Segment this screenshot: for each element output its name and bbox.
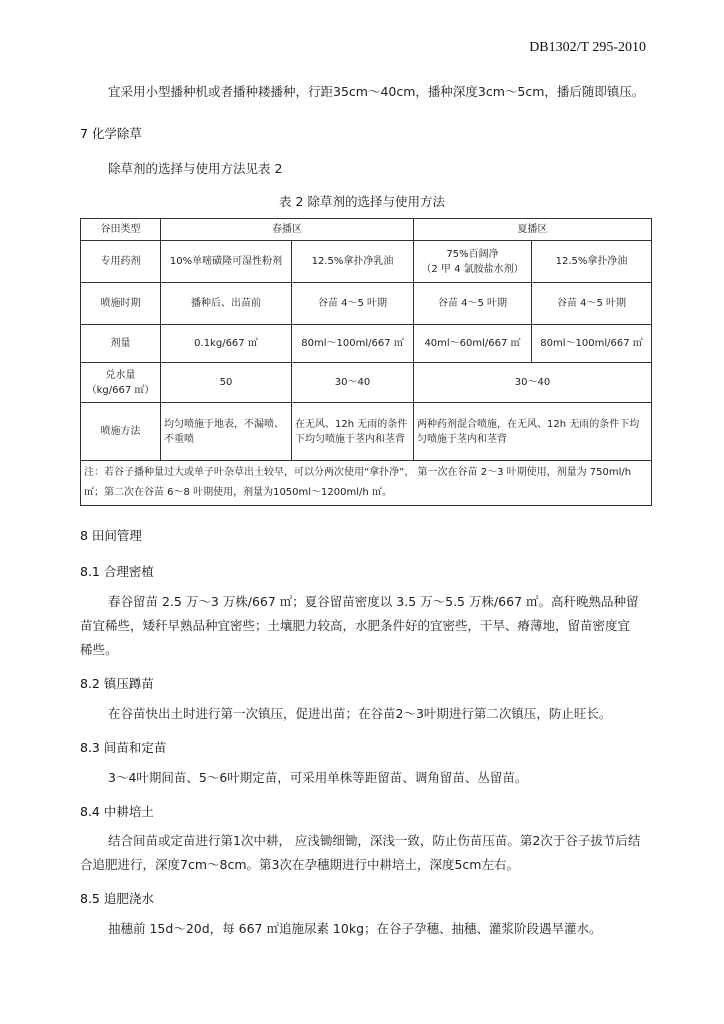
table-row [81,283,652,325]
section-8-2-heading: 8.2 镇压蹲苗 [80,676,154,691]
section-8-5-heading: 8.5 追肥浇水 [80,891,154,906]
table-cell: 夏播区 [414,219,652,241]
table-cell: 0.1kg/667 ㎡ [161,325,292,363]
section-8-3-heading: 8.3 间苗和定苗 [80,740,167,755]
table-row [81,461,652,506]
table-cell: 40ml～60ml/667 ㎡ [414,325,532,363]
table-cell: 两种药剂混合喷施，在无风、12h 无雨的条件下均匀喷施于茎内和茎背 [414,403,652,461]
table-cell [414,241,532,283]
table-cell: 谷田类型 [81,219,161,241]
table-caption: 表 2 除草剂的选择与使用方法 [279,194,445,209]
agent-name: 75%百阔净 [446,248,499,260]
table-cell: 10%单嘧磺隆可湿性粉剂 [161,241,292,283]
section-8-1-heading: 8.1 合理密植 [80,564,154,579]
section-8-5-body: 抽穗前 15d～20d，每 667 ㎡追施尿素 10kg；在谷子孕穗、抽穗、灌浆阶段遇旱灌水。 [108,921,602,936]
herbicide-table [80,218,652,506]
document-id: DB1302/T 295-2010 [529,40,646,55]
table-cell: 喷施时期 [81,283,161,325]
table-row [81,219,652,241]
table-cell: 12.5%拿扑净乳油 [292,241,414,283]
section-8-1-body: 春谷留苗 2.5 万～3 万株/667 ㎡；夏谷留苗密度以 3.5 万～5.5 万株/667 ㎡。高秆晚熟品种留苗宜稀些，矮秆早熟品种宜密些；土壤肥力较高，水肥条件好的宜密些，干旱、瘠薄地，留苗密度宜稀些。 [80,594,639,657]
table-cell: 谷苗 4～5 叶期 [292,283,414,325]
water-unit: （kg/667 ㎡） [86,384,155,396]
table-row [81,403,652,461]
intro-paragraph: 宜采用小型播种机或者播种耧播种，行距35cm～40cm，播种深度3cm～5cm，播后随即镇压。 [108,84,645,99]
section-8-4-body: 结合间苗或定苗进行第1次中耕， 应浅锄细锄，深浅一致，防止伤苗压苗。第2次于谷子拔节后结合追肥进行，深度7cm～8cm。第3次在孕穗期进行中耕培土，深度5cm左右。 [80,833,641,872]
table-cell: 春播区 [161,219,414,241]
agent-formulation: （2 甲 4 氯胺盐水剂） [421,263,524,275]
water-label: 兑水量 [105,369,136,381]
section-8-4-heading: 8.4 中耕培土 [80,804,154,819]
table-row [81,363,652,403]
table-cell: 30～40 [292,363,414,403]
section-7-heading: 7 化学除草 [80,126,142,141]
table-cell: 80ml～100ml/667 ㎡ [292,325,414,363]
table-cell: 在无风、12h 无雨的条件下均匀喷施于茎内和茎背 [292,403,414,461]
table-cell: 30～40 [414,363,652,403]
table-cell: 12.5%拿扑净油 [532,241,652,283]
table-row [81,241,652,283]
table-cell: 专用药剂 [81,241,161,283]
table-cell: 均匀喷施于地表，不漏喷、不重喷 [161,403,292,461]
section-8-heading: 8 田间管理 [80,528,142,543]
table-row [81,325,652,363]
table-cell: 喷施方法 [81,403,161,461]
table-cell: 50 [161,363,292,403]
table-cell [81,363,161,403]
table-cell: 播种后、出苗前 [161,283,292,325]
section-8-2-body: 在谷苗快出土时进行第一次镇压，促进出苗；在谷苗2～3叶期进行第二次镇压，防止旺长。 [108,706,612,721]
section-8-3-body: 3～4叶期间苗、5～6叶期定苗，可采用单株等距留苗、调角留苗、丛留苗。 [108,770,528,785]
table-cell: 80ml～100ml/667 ㎡ [532,325,652,363]
table-cell: 谷苗 4～5 叶期 [414,283,532,325]
table-cell: 剂量 [81,325,161,363]
section-7-body: 除草剂的选择与使用方法见表 2 [108,161,283,176]
table-note: 注：若谷子播种量过大或单子叶杂草出土较早，可以分两次使用“拿扑净”， 第一次在谷苗 2～3 叶期使用，剂量为 750ml/h ㎡；第二次在谷苗 6～8 叶期使用，剂量为1050ml～1200ml/h ㎡。 [81,461,652,506]
table-cell: 谷苗 4～5 叶期 [532,283,652,325]
